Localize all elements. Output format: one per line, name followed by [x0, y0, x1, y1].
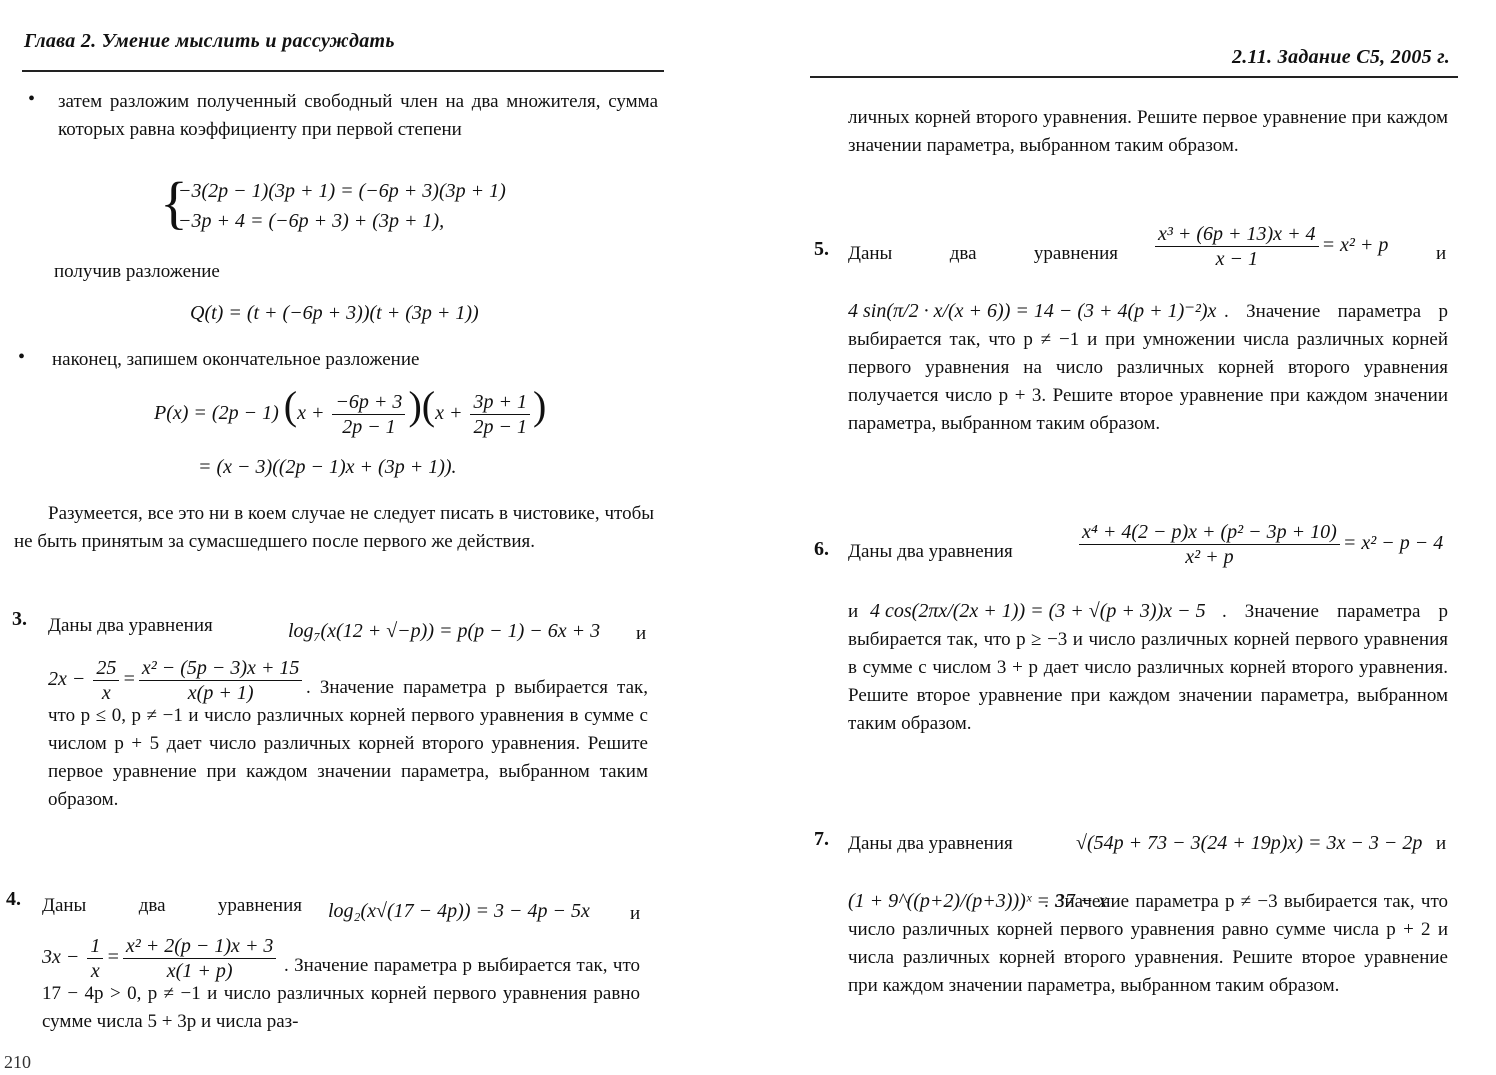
- p-formula-line-2: = (x − 3)((2p − 1)x + (3p + 1)).: [198, 456, 457, 478]
- q-formula: Q(t) = (t + (−6p + 3))(t + (3p + 1)): [190, 302, 479, 324]
- system-line-1: −3(2p − 1)(3p + 1) = (−6p + 3)(3p + 1): [178, 180, 506, 202]
- factor-system: [160, 170, 506, 236]
- continuation-text: личных корней второго уравнения. Решите первое уравнение при каждом значении параметра, выбранном таким образом.: [848, 107, 1448, 156]
- right-running-head: 2.11. Задание С5, 2005 г.: [1231, 46, 1450, 68]
- problem6-lead: Даны два уравнения: [848, 541, 1013, 562]
- problem4-eq2: 3x − $\frac{1}{x}$ = $\frac{\text{x² + 2(p − 1)x + 3}}{x(1 + p)}$: [42, 934, 279, 983]
- p-fraction-2: $\frac{3p + 1}{2p - 1}$: [470, 390, 530, 439]
- problem7-lead: Даны два уравнения: [848, 833, 1013, 854]
- problem5-conj: и: [1436, 243, 1447, 264]
- obtained-text: получив разложение: [54, 261, 220, 282]
- problem3-eq2: 2x − $\frac{25}{x}$ = $\frac{\text{x² − (5p − 3)x + 15}}{x(p + 1)}$: [48, 656, 305, 705]
- problem4-conj: и: [630, 903, 641, 924]
- bullet2-text: наконец, запишем окончательное разложение: [52, 349, 420, 370]
- system-brace: {: [160, 170, 188, 235]
- problem3-number: 3.: [12, 608, 27, 630]
- problem6-conj: и: [848, 601, 859, 622]
- problem3-lead: Даны два уравнения: [48, 615, 213, 636]
- problem6-number: 6.: [814, 538, 829, 560]
- left-header-rule: [22, 70, 664, 72]
- problem3-eq1: log₇(x(12 + √−p)) = p(p − 1) − 6x + 3: [288, 620, 601, 642]
- problem3-text: . Значение параметра p выбирается так, что p ≤ 0, p ≠ −1 и число различных корней первого уравнения в сумме с числом p + 5 дает число различных корней второго уравнения. Решите первое уравнение при каждом значении параметра, выбранном таким образом.: [48, 677, 648, 810]
- problem6-eq2: 4 cos(2πx/(2x + 1)) = (3 + √(p + 3))x − 5: [870, 600, 1206, 622]
- problem5-text: . Значение параметра p выбирается так, что p ≠ −1 и при умножении числа различных корней первого уравнения на число различных корней второго уравнения получается число p + 3. Решите второе уравнение при каждом значении параметра, выбранном таким образом.: [848, 301, 1448, 434]
- problem4-text: . Значение параметра p выбирается так, что 17 − 4p > 0, p ≠ −1 и число различных корней первого уравнения равно сумме числа 5 + 3p и числа раз-: [42, 955, 640, 1032]
- left-page: [0, 0, 680, 1075]
- problem6-text: . Значение параметра p выбирается так, что p ≥ −3 и число различных корней первого уравнения в сумме с числом 3 + p дает число различных корней второго уравнения. Решите второе уравнение при каждом значении параметра, выбранном таким образом.: [848, 601, 1448, 734]
- problem5-eq2: 4 sin(π/2 · x/(x + 6)) = 14 − (3 + 4(p + 1)⁻²)x: [848, 300, 1217, 322]
- problem4-number: 4.: [6, 888, 21, 910]
- problem7-eq2: (1 + 9^((p+2)/(p+3)))ˣ = 37 − x: [848, 890, 1108, 912]
- right-page: [800, 0, 1460, 1075]
- problem5-eq1: $\frac{\text{x³ + (6p + 13)x + 4}}{x - 1}$ = x² + p: [1152, 222, 1388, 271]
- bullet1-text: затем разложим полученный свободный член на два множителя, сумма которых равна коэффициенту при первой степени: [58, 91, 658, 140]
- problem3-conj: и: [636, 623, 647, 644]
- bullet-marker: •: [28, 88, 36, 110]
- bullet-marker: •: [18, 346, 26, 368]
- page-number: 210: [4, 1052, 31, 1072]
- p-fraction-1: $\frac{-6p + 3}{2p - 1}$: [332, 390, 405, 439]
- problem7-conj: и: [1436, 833, 1447, 854]
- problem7-number: 7.: [814, 828, 829, 850]
- p-formula-lhs: P(x) = (2p − 1): [154, 402, 279, 425]
- left-running-head: Глава 2. Умение мыслить и рассуждать: [24, 30, 395, 52]
- problem6-eq1: $\frac{\text{x⁴ + 4(2 − p)x + (p² − 3p + 10)}}{\text{x² + p}}$ = x² − p − 4: [1076, 520, 1443, 569]
- problem4-lead: Даны два уравнения: [42, 895, 302, 916]
- problem7-eq1: √(54p + 73 − 3(24 + 19p)x) = 3x − 3 − 2p: [1076, 832, 1423, 854]
- problem7-text: . Значение параметра p ≠ −3 выбирается так, что число различных корней первого уравнения равно сумме числа p + 2 и числа различных корней второго уравнения. Решите второе уравнение при каждом значении параметра, выбранном таким образом.: [848, 891, 1448, 996]
- p-formula: P(x) = (2p − 1) (x + $\frac{-6p + 3}{2p - 1}$ )(x + $\frac{3p + 1}{2p - 1}$ ): [154, 383, 547, 438]
- system-line-2: −3p + 4 = (−6p + 3) + (3p + 1),: [178, 210, 445, 232]
- remark-paragraph: Разумеется, все это ни в коем случае не следует писать в чистовике, чтобы не быть принятым за сумасшедшего после первого же действия.: [14, 503, 654, 552]
- problem5-lead: Даны два уравнения: [848, 243, 1118, 264]
- problem4-eq1: log₂(x√(17 − 4p)) = 3 − 4p − 5x: [328, 900, 590, 922]
- right-header-rule: [810, 76, 1458, 78]
- problem5-number: 5.: [814, 238, 829, 260]
